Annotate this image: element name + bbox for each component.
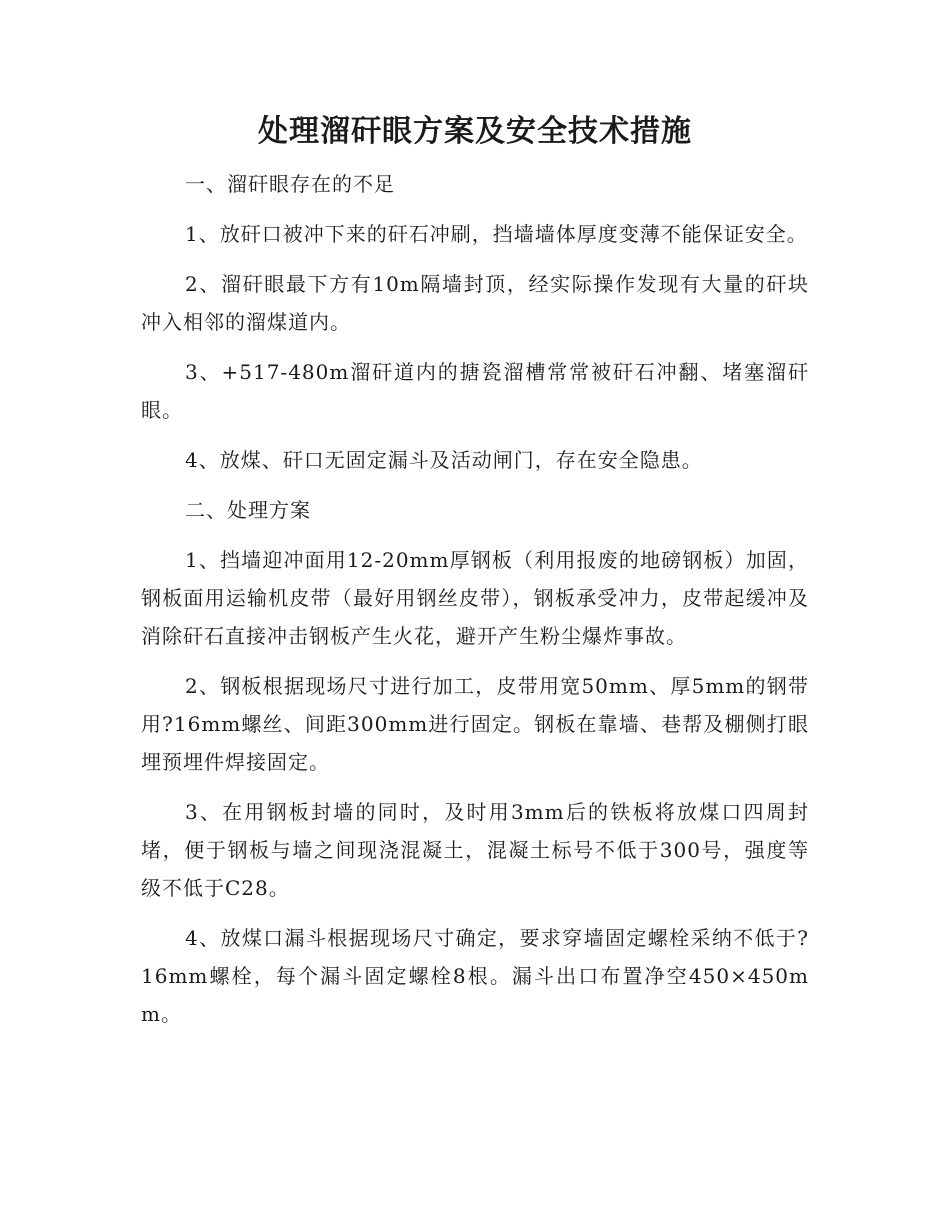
paragraph-2-4: 4、放煤口漏斗根据现场尺寸确定，要求穿墙固定螺栓采纳不低于?16mm螺栓，每个漏斗固定螺栓8根。漏斗出口布置净空450×450mm。 [141,926,809,1026]
paragraph-1-3: 3、+517-480m溜矸道内的搪瓷溜槽常常被矸石冲翻、堵塞溜矸眼。 [141,360,809,422]
section-heading-1: 一、溜矸眼存在的不足 [185,172,395,196]
paragraph-1-1: 1、放矸口被冲下来的矸石冲刷，挡墙墙体厚度变薄不能保证安全。 [185,222,808,246]
paragraph-1-4: 4、放煤、矸口无固定漏斗及活动闸门，存在安全隐患。 [185,448,703,472]
paragraph-2-3: 3、在用钢板封墙的同时，及时用3mm后的铁板将放煤口四周封堵，便于钢板与墙之间现浇混凝土，混凝土标号不低于300号，强度等级不低于C28。 [141,800,809,900]
document-body [141,165,809,1045]
page-title: 处理溜矸眼方案及安全技术措施 [258,114,692,149]
section-heading-2: 二、处理方案 [185,498,311,522]
paragraph-2-1: 1、挡墙迎冲面用12-20mm厚钢板（利用报废的地磅钢板）加固，钢板面用运输机皮带（最好用钢丝皮带），钢板承受冲力，皮带起缓冲及消除矸石直接冲击钢板产生火花，避开产生粉尘爆炸事故。 [141,548,809,648]
paragraph-1-2: 2、溜矸眼最下方有10m隔墙封顶，经实际操作发现有大量的矸块冲入相邻的溜煤道内。 [141,272,809,334]
paragraph-2-2: 2、钢板根据现场尺寸进行加工，皮带用宽50mm、厚5mm的钢带用?16mm螺丝、间距300mm进行固定。钢板在靠墙、巷帮及棚侧打眼埋预埋件焊接固定。 [141,674,809,774]
